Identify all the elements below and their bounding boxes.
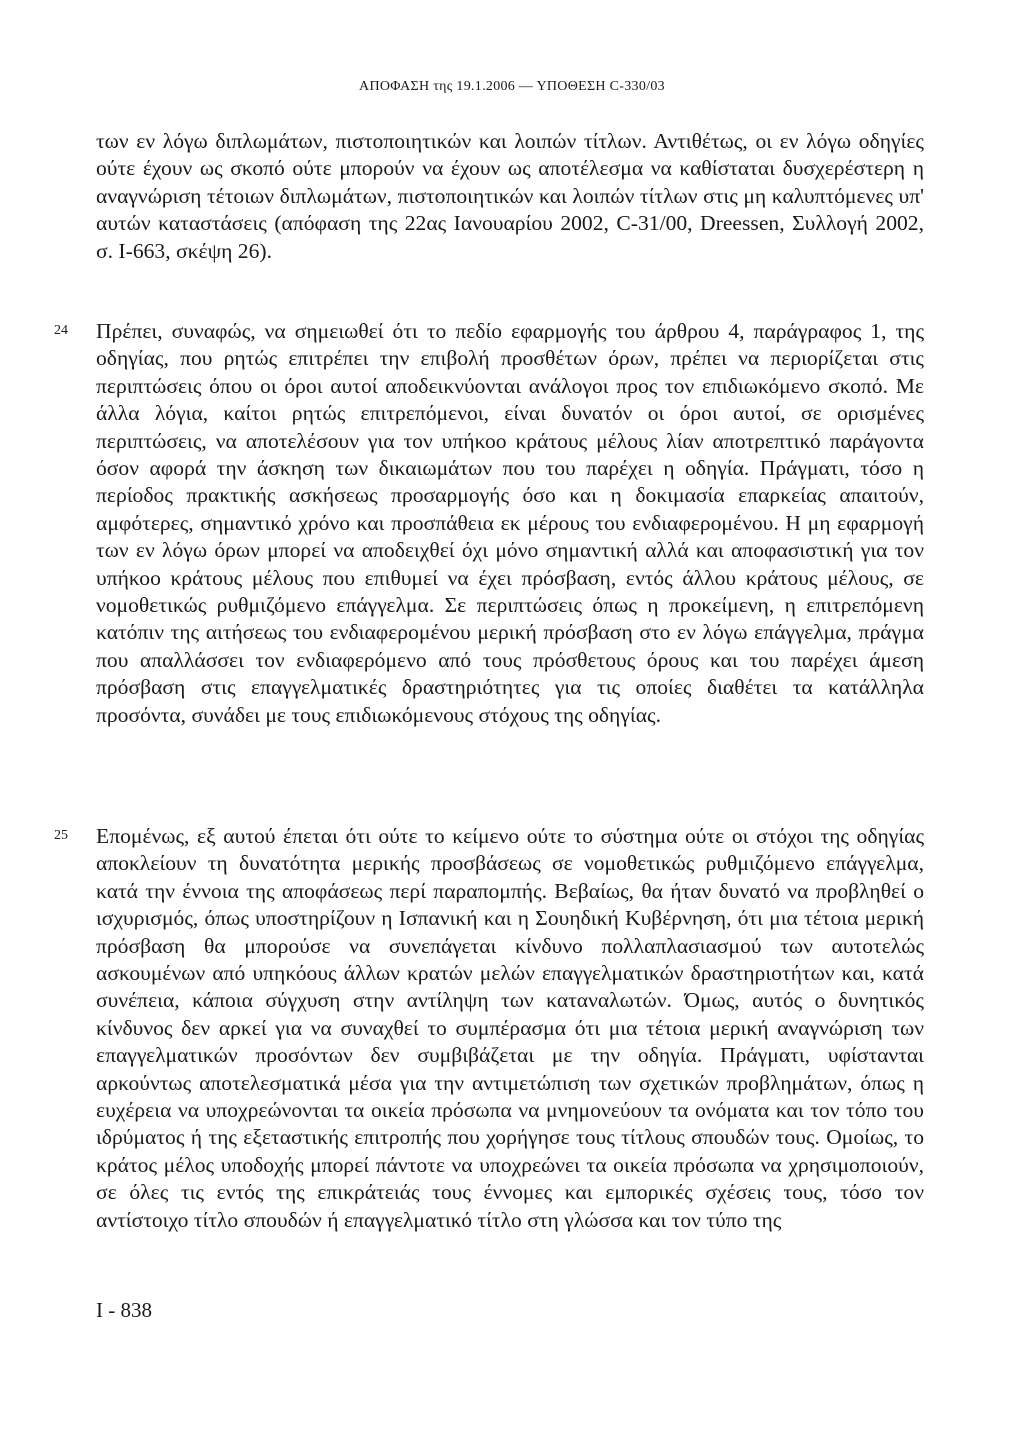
paragraph-number: 24 xyxy=(54,323,68,338)
continuation-paragraph xyxy=(96,128,924,265)
paragraph-text: Επομένως, εξ αυτού έπεται ότι ούτε το κείμενο ούτε το σύστημα ούτε οι στόχοι της οδηγίας αποκλείουν τη δυνατότητα μερικής προσβάσεως σε νομοθετικώς ρυθμιζόμενο επάγγελμα, κατά την έννοια της αποφάσεως περί παραπομπής. Βεβαίως, θα ήταν δυνατό να προβληθεί ο ισχυρισμός, όπως υποστηρίζουν η Ισπανική και η Σουηδική Κυβέρνηση, ότι μια τέτοια μερική πρόσβαση θα μπορούσε να συνεπάγεται κίνδυνο πολλαπλασιασμού των αυτοτελώς ασκουμένων από υπηκόους άλλων κρατών μελών επαγγελματικών δραστηριοτήτων και, κατά συνέπεια, κάποια σύγχυση στην αντίληψη των καταναλωτών. Όμως, αυτός ο δυνητικός κίνδυνος δεν αρκεί για να συναχθεί το συμπέρασμα ότι μια τέτοια μερική αναγνώριση των επαγγελματικών προσόντων δεν συμβιβάζεται με την οδηγία. Πράγματι, υφίστανται αρκούντως αποτελεσματικά μέσα για την αντιμετώπιση των σχετικών προβλημάτων, όπως η ευχέρεια να υποχρεώνονται τα οικεία πρόσωπα να μνημονεύουν τα ονόματα και τον τόπο του ιδρύματος ή της εξεταστικής επιτροπής που χορήγησε τους τίτλους σπουδών τους. Ομοίως, το κράτος μέλος υποδοχής μπορεί πάντοτε να υποχρεώνει τα οικεία πρόσωπα να χρησιμοποιούν, σε όλες τις εντός της επικράτειάς τους έννομες και εμπορικές σχέσεις τους, τόσο τον αντίστοιχο τίτλο σπουδών ή επαγγελματικό τίτλο στη γλώσσα και τον τύπο της xyxy=(96,824,924,1232)
page-number: I - 838 xyxy=(96,1298,152,1322)
paragraph-25 xyxy=(54,823,924,1234)
paragraph-24 xyxy=(54,318,924,729)
paragraph-text: των εν λόγω διπλωμάτων, πιστοποιητικών και λοιπών τίτλων. Αντιθέτως, οι εν λόγω οδηγίες ούτε έχουν ως σκοπό ούτε μπορούν να έχουν ως αποτέλεσμα να καθίσταται δυσχερέστερη η αναγνώριση τέτοιων διπλωμάτων, πιστοποιητικών και λοιπών τίτλων στις μη καλυπτόμενες υπ' αυτών καταστάσεις (απόφαση της 22ας Ιανουαρίου 2002, C-31/00, Dreessen, Συλλογή 2002, σ. I-663, σκέψη 26). xyxy=(96,129,924,263)
paragraph-text: Πρέπει, συναφώς, να σημειωθεί ότι το πεδίο εφαρμογής του άρθρου 4, παράγραφος 1, της οδηγίας, που ρητώς επιτρέπει την επιβολή προσθέτων όρων, πρέπει να περιορίζεται στις περιπτώσεις όπου οι όροι αυτοί αποδεικνύονται ανάλογοι προς τον επιδιωκόμενο σκοπό. Με άλλα λόγια, καίτοι ρητώς επιτρεπόμενοι, είναι δυνατόν οι όροι αυτοί, σε ορισμένες περιπτώσεις, να αποτελέσουν για τον υπήκοο κράτους μέλους λίαν αποτρεπτικό παράγοντα όσον αφορά την άσκηση των δικαιωμάτων που του παρέχει η οδηγία. Πράγματι, τόσο η περίοδος πρακτικής ασκήσεως προσαρμογής όσο και η δοκιμασία επαρκείας απαιτούν, αμφότερες, σημαντικό χρόνο και προσπάθεια εκ μέρους του ενδιαφερομένου. Η μη εφαρμογή των εν λόγω όρων μπορεί να αποδειχθεί όχι μόνο σημαντική αλλά και αποφασιστική για τον υπήκοο κράτους μέλους που επιθυμεί να έχει πρόσβαση, εντός άλλου κράτους μέλους, σε νομοθετικώς ρυθμιζόμενο επάγγελμα. Σε περιπτώσεις όπως η προκείμενη, η επιτρεπόμενη κατόπιν της αιτήσεως του ενδιαφερομένου μερική πρόσβαση στο εν λόγω επάγγελμα, πράγμα που απαλλάσσει τον ενδιαφερόμενο από τους πρόσθετους όρους και του παρέχει άμεση πρόσβαση στις επαγγελματικές δραστηριότητες για τις οποίες διαθέτει τα κατάλληλα προσόντα, συνάδει με τους επιδιωκόμενους στόχους της οδηγίας. xyxy=(96,319,924,727)
paragraph-number: 25 xyxy=(54,828,68,843)
running-head: ΑΠΟΦΑΣΗ της 19.1.2006 — ΥΠΟΘΕΣΗ C-330/03 xyxy=(359,79,665,94)
